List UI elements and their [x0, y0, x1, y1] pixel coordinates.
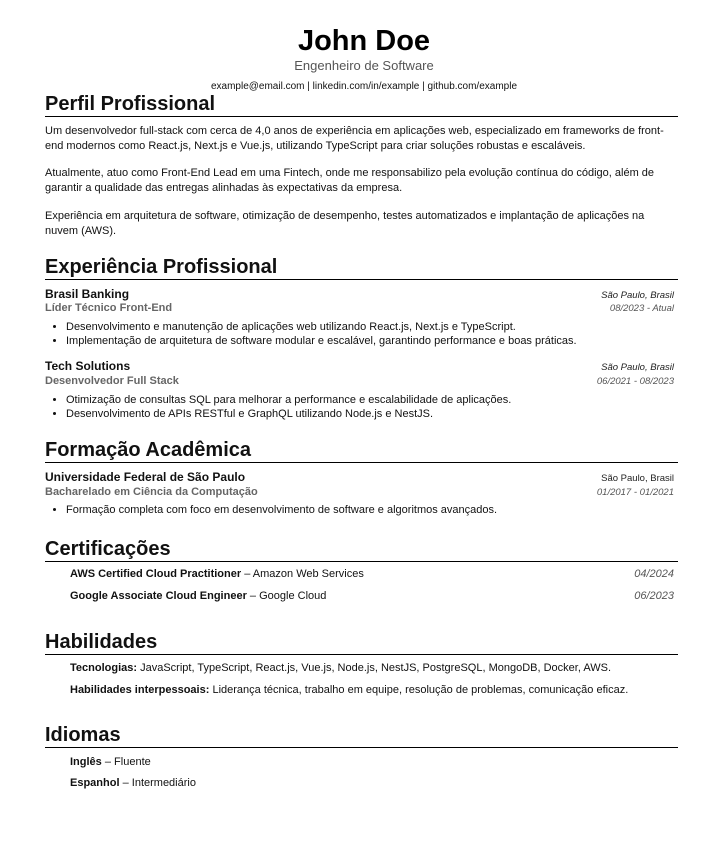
- certification-name: AWS Certified Cloud Practitioner: [70, 568, 242, 580]
- certification-item: [70, 568, 674, 580]
- education-location: São Paulo, Brasil: [601, 473, 674, 484]
- job-bullets: [45, 393, 699, 421]
- education-header: [45, 470, 674, 484]
- resume-role: Engenheiro de Software: [294, 58, 434, 73]
- job-location: São Paulo, Brasil: [601, 290, 674, 301]
- resume-name: John Doe: [297, 25, 431, 57]
- skill-value: JavaScript, TypeScript, React.js, Vue.js, Node.js, NestJS, PostgreSQL, MongoDB, Docker, AWS.: [140, 662, 612, 674]
- education-dates: 01/2017 - 01/2021: [596, 487, 674, 498]
- skill-label: Tecnologias:: [70, 662, 138, 674]
- job-header: [45, 359, 674, 373]
- certification-date: 06/2023: [634, 590, 674, 602]
- certification-name: Google Associate Cloud Engineer: [70, 590, 247, 602]
- job-dates: 06/2021 - 08/2023: [596, 376, 674, 387]
- separator-dash: –: [104, 756, 111, 768]
- job-header: [45, 287, 674, 301]
- skill-label: Habilidades interpessoais:: [70, 684, 210, 696]
- separator-dash: –: [249, 590, 257, 602]
- education-bullets: [45, 503, 699, 517]
- list-item: • Implementação de arquitetura de software modular e escalável, garantindo performance e boas práticas.: [66, 334, 699, 348]
- language-name: Inglês: [70, 756, 102, 768]
- skill-item: [70, 683, 680, 697]
- job-subheader: [45, 375, 674, 387]
- job-subheader: [45, 302, 674, 314]
- certification-text: [70, 568, 364, 580]
- section-title-education: Formação Acadêmica: [45, 439, 678, 463]
- separator-dash: –: [244, 568, 251, 580]
- certification-issuer: Google Cloud: [259, 590, 327, 602]
- profile-paragraph: Atualmente, atuo como Front-End Lead em uma Fintech, onde me responsabilizo pela evolução contínua do código, além de garantir a qualidade das entregas alinhadas às expectativas da empresa.: [45, 167, 655, 194]
- list-item: • Desenvolvimento e manutenção de aplicações web utilizando React.js, Next.js e TypeScript.: [66, 320, 699, 334]
- language-item: [70, 755, 670, 769]
- contact-line: example@email.com | linkedin.com/in/example | github.com/example: [210, 81, 518, 92]
- section-title-experience: Experiência Profissional: [45, 256, 678, 280]
- language-item: [70, 776, 670, 790]
- job-position: Desenvolvedor Full Stack: [45, 375, 179, 387]
- job-company: Tech Solutions: [45, 359, 131, 373]
- certification-issuer: Amazon Web Services: [252, 568, 364, 580]
- profile-paragraph: Um desenvolvedor full-stack com cerca de 4,0 anos de experiência em aplicações web, especializado em frameworks de front-end modernos como React.js, Next.js e Vue.js, utilizando TypeScript para criar soluções robustas e escaláveis.: [45, 125, 664, 152]
- education-degree: Bacharelado em Ciência da Computação: [45, 486, 258, 498]
- section-title-skills: Habilidades: [45, 631, 678, 655]
- section-title-certifications: Certificações: [45, 538, 678, 562]
- section-title-profile: Perfil Profissional: [45, 93, 678, 117]
- skill-value: Liderança técnica, trabalho em equipe, resolução de problemas, comunicação eficaz.: [212, 684, 629, 696]
- profile-paragraph: Experiência em arquitetura de software, otimização de desempenho, testes automatizados e implantação de aplicações na nuvem (AWS).: [45, 210, 645, 237]
- language-name: Espanhol: [70, 777, 120, 789]
- section-title-languages: Idiomas: [45, 724, 678, 748]
- job-bullets: [45, 320, 699, 348]
- job-location: São Paulo, Brasil: [601, 362, 674, 373]
- certification-text: [70, 590, 326, 602]
- list-item: • Formação completa com foco em desenvolvimento de software e algoritmos avançados.: [66, 503, 699, 517]
- certification-date: 04/2024: [634, 568, 674, 580]
- list-item: • Otimização de consultas SQL para melhorar a performance e escalabilidade de aplicações.: [66, 393, 699, 407]
- language-level: Intermediário: [131, 777, 196, 789]
- education-subheader: [45, 486, 674, 498]
- separator-dash: –: [122, 777, 129, 789]
- list-item: • Desenvolvimento de APIs RESTful e GraphQL utilizando Node.js e NestJS.: [66, 407, 699, 421]
- language-level: Fluente: [114, 756, 151, 768]
- education-school: Universidade Federal de São Paulo: [45, 470, 246, 484]
- skill-item: [70, 661, 680, 675]
- job-dates: 08/2023 - Atual: [609, 303, 674, 314]
- job-company: Brasil Banking: [45, 287, 130, 301]
- certification-item: [70, 590, 674, 602]
- job-position: Líder Técnico Front-End: [45, 302, 173, 314]
